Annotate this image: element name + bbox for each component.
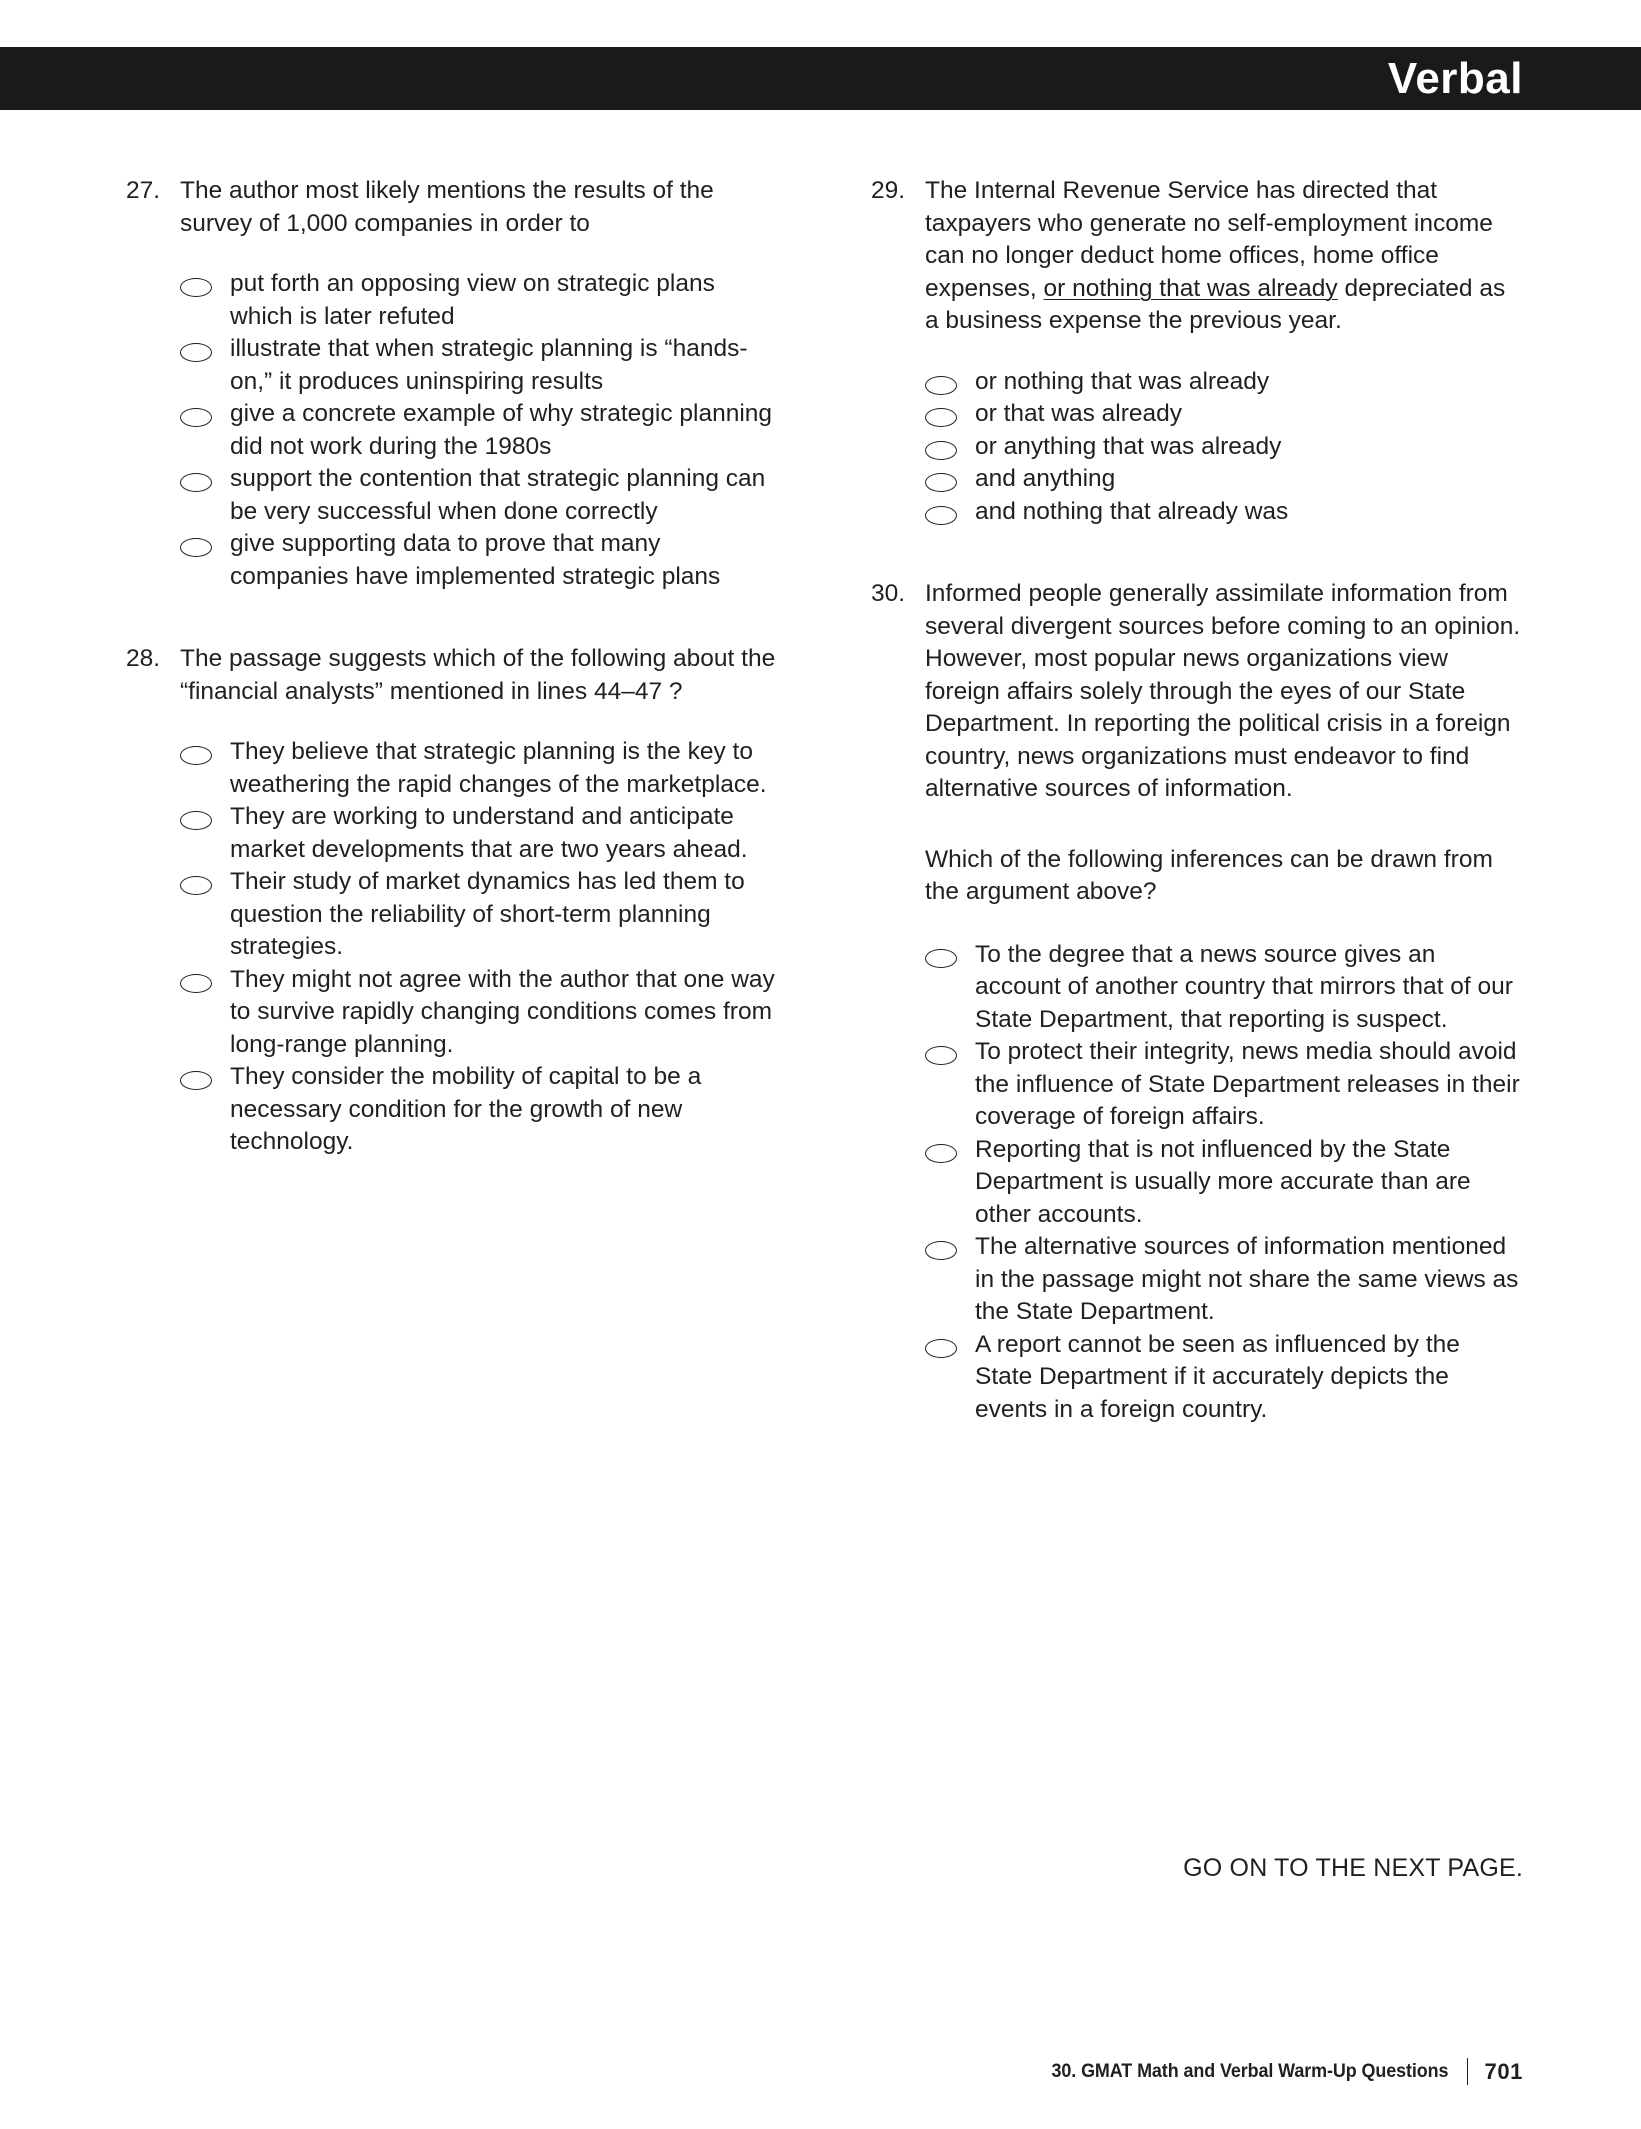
choice-text: The alternative sources of information mentioned in the passage might not share the same views as the State Department. xyxy=(975,1233,1519,1325)
choice-text: and nothing that already was xyxy=(975,497,1289,525)
answer-oval-icon[interactable] xyxy=(180,268,230,297)
question-29-head xyxy=(863,175,1523,338)
choice-option[interactable] xyxy=(180,398,778,463)
choice-text: To the degree that a news source gives an account of another country that mirrors that of our State Department, that reporting is suspect. xyxy=(975,940,1513,1033)
answer-oval-icon[interactable] xyxy=(925,398,975,427)
choice-text: and anything xyxy=(975,465,1116,492)
question-28-head xyxy=(118,643,778,708)
question-29 xyxy=(863,175,1523,528)
page-title: Verbal xyxy=(1387,53,1523,103)
choice-option[interactable] xyxy=(180,736,778,801)
answer-oval-icon[interactable] xyxy=(180,866,230,895)
two-column-layout xyxy=(118,175,1523,1426)
question-28-choices xyxy=(180,736,778,1159)
choice-text: Their study of market dynamics has led them to question the reliability of short-term planning strategies. xyxy=(230,868,745,960)
answer-oval-icon[interactable] xyxy=(180,964,230,993)
choice-option[interactable] xyxy=(180,463,778,528)
page-footer xyxy=(1017,2058,1523,2085)
page-header-band xyxy=(0,47,1641,110)
answer-oval-icon[interactable] xyxy=(925,431,975,460)
choice-text: illustrate that when strategic planning is “hands-on,” it produces uninspiring results xyxy=(230,335,748,395)
choice-option[interactable] xyxy=(925,1036,1523,1134)
spacer xyxy=(863,338,1523,366)
choice-option[interactable] xyxy=(180,1061,778,1159)
choice-option[interactable] xyxy=(925,463,1523,496)
answer-oval-icon[interactable] xyxy=(925,463,975,492)
question-30-choices xyxy=(925,939,1523,1427)
column-right xyxy=(863,175,1523,1426)
stem-before: The Internal Revenue Service has directed that taxpayers who generate no self-employment income can no longer deduct home offices, home office expenses, xyxy=(925,177,1493,302)
answer-oval-icon[interactable] xyxy=(180,528,230,557)
footer-divider xyxy=(1467,2058,1469,2085)
choice-text: They believe that strategic planning is the key to weathering the rapid changes of the marketplace. xyxy=(230,738,767,798)
question-27 xyxy=(118,175,778,593)
answer-oval-icon[interactable] xyxy=(180,801,230,830)
spacer xyxy=(118,708,778,736)
column-left xyxy=(118,175,778,1426)
question-30 xyxy=(863,578,1523,1426)
question-28-stem: The passage suggests which of the following about the “financial analysts” mentioned in lines 44–47 ? xyxy=(180,645,776,705)
choice-option[interactable] xyxy=(180,528,778,593)
answer-oval-icon[interactable] xyxy=(180,1061,230,1090)
spacer xyxy=(118,240,778,268)
footer-chapter-label: 30. GMAT Math and Verbal Warm-Up Questions xyxy=(1051,2060,1449,2082)
choice-text: Reporting that is not influenced by the State Department is usually more accurate than are other accounts. xyxy=(975,1135,1471,1228)
question-29-stem xyxy=(925,175,1523,338)
choice-text: or that was already xyxy=(975,400,1182,427)
choice-option[interactable] xyxy=(925,366,1523,399)
question-27-choices xyxy=(180,268,778,593)
choice-text: or anything that was already xyxy=(975,432,1282,460)
answer-oval-icon[interactable] xyxy=(925,1036,975,1065)
choice-option[interactable] xyxy=(180,333,778,398)
choice-option[interactable] xyxy=(180,268,778,333)
choice-option[interactable] xyxy=(180,964,778,1062)
answer-oval-icon[interactable] xyxy=(180,333,230,362)
question-30-stem: Informed people generally assimilate information from several divergent sources before coming to an opinion. However, most popular news organizations view foreign affairs solely through the eyes of our State Department. In reporting the political crisis in a foreign country, news organizations must endeavor to find alternative sources of information. xyxy=(925,580,1521,802)
question-30-sub-prompt: Which of the following inferences can be drawn from the argument above? xyxy=(925,845,1493,905)
choice-text: A report cannot be seen as influenced by the State Department if it accurately depicts the events in a foreign country. xyxy=(975,1330,1460,1423)
choice-option[interactable] xyxy=(925,1231,1523,1329)
go-on-to-next-page-notice: GO ON TO THE NEXT PAGE. xyxy=(1183,1854,1523,1882)
spacer xyxy=(118,593,778,643)
answer-oval-icon[interactable] xyxy=(180,398,230,427)
question-28 xyxy=(118,643,778,1159)
spacer xyxy=(863,806,1523,844)
answer-oval-icon[interactable] xyxy=(180,736,230,765)
question-27-head xyxy=(118,175,778,240)
choice-option[interactable] xyxy=(925,1329,1523,1427)
choice-option[interactable] xyxy=(925,431,1523,464)
choice-option[interactable] xyxy=(180,866,778,964)
choice-text: They consider the mobility of capital to be a necessary condition for the growth of new technology. xyxy=(230,1063,702,1155)
question-29-number: 29. xyxy=(871,177,906,204)
answer-oval-icon[interactable] xyxy=(925,366,975,395)
question-27-stem: The author most likely mentions the results of the survey of 1,000 companies in order to xyxy=(180,177,714,237)
choice-text: They might not agree with the author that one way to survive rapidly changing conditions comes from long-range planning. xyxy=(230,965,775,1058)
answer-oval-icon[interactable] xyxy=(925,1134,975,1163)
answer-oval-icon[interactable] xyxy=(925,939,975,968)
spacer xyxy=(863,909,1523,939)
choice-option[interactable] xyxy=(925,939,1523,1037)
answer-oval-icon[interactable] xyxy=(925,496,975,525)
choice-text: They are working to understand and anticipate market developments that are two years ahead. xyxy=(230,803,748,863)
choice-option[interactable] xyxy=(180,801,778,866)
choice-text: give supporting data to prove that many companies have implemented strategic plans xyxy=(230,530,721,590)
page-body xyxy=(0,110,1641,2129)
choice-option[interactable] xyxy=(925,496,1523,529)
choice-text: give a concrete example of why strategic planning did not work during the 1980s xyxy=(230,400,773,460)
spacer xyxy=(863,528,1523,578)
stem-underlined-portion: or nothing that was already xyxy=(1043,274,1338,302)
choice-text: support the contention that strategic planning can be very successful when done correctly xyxy=(230,465,766,525)
question-30-number: 30. xyxy=(871,580,906,607)
footer-page-number: 701 xyxy=(1484,2058,1523,2084)
answer-oval-icon[interactable] xyxy=(925,1329,975,1358)
stem-after: depreciated as a business expense the previous year. xyxy=(925,274,1506,334)
choice-text: put forth an opposing view on strategic plans which is later refuted xyxy=(230,270,715,330)
choice-text: or nothing that was already xyxy=(975,367,1270,395)
question-29-choices xyxy=(925,366,1523,529)
choice-option[interactable] xyxy=(925,398,1523,431)
answer-oval-icon[interactable] xyxy=(180,463,230,492)
question-28-number: 28. xyxy=(126,645,161,672)
answer-oval-icon[interactable] xyxy=(925,1231,975,1260)
question-30-head xyxy=(863,578,1523,806)
choice-text: To protect their integrity, news media should avoid the influence of State Department releases in their coverage of foreign affairs. xyxy=(975,1038,1520,1130)
choice-option[interactable] xyxy=(925,1134,1523,1232)
question-27-number: 27. xyxy=(126,177,161,204)
